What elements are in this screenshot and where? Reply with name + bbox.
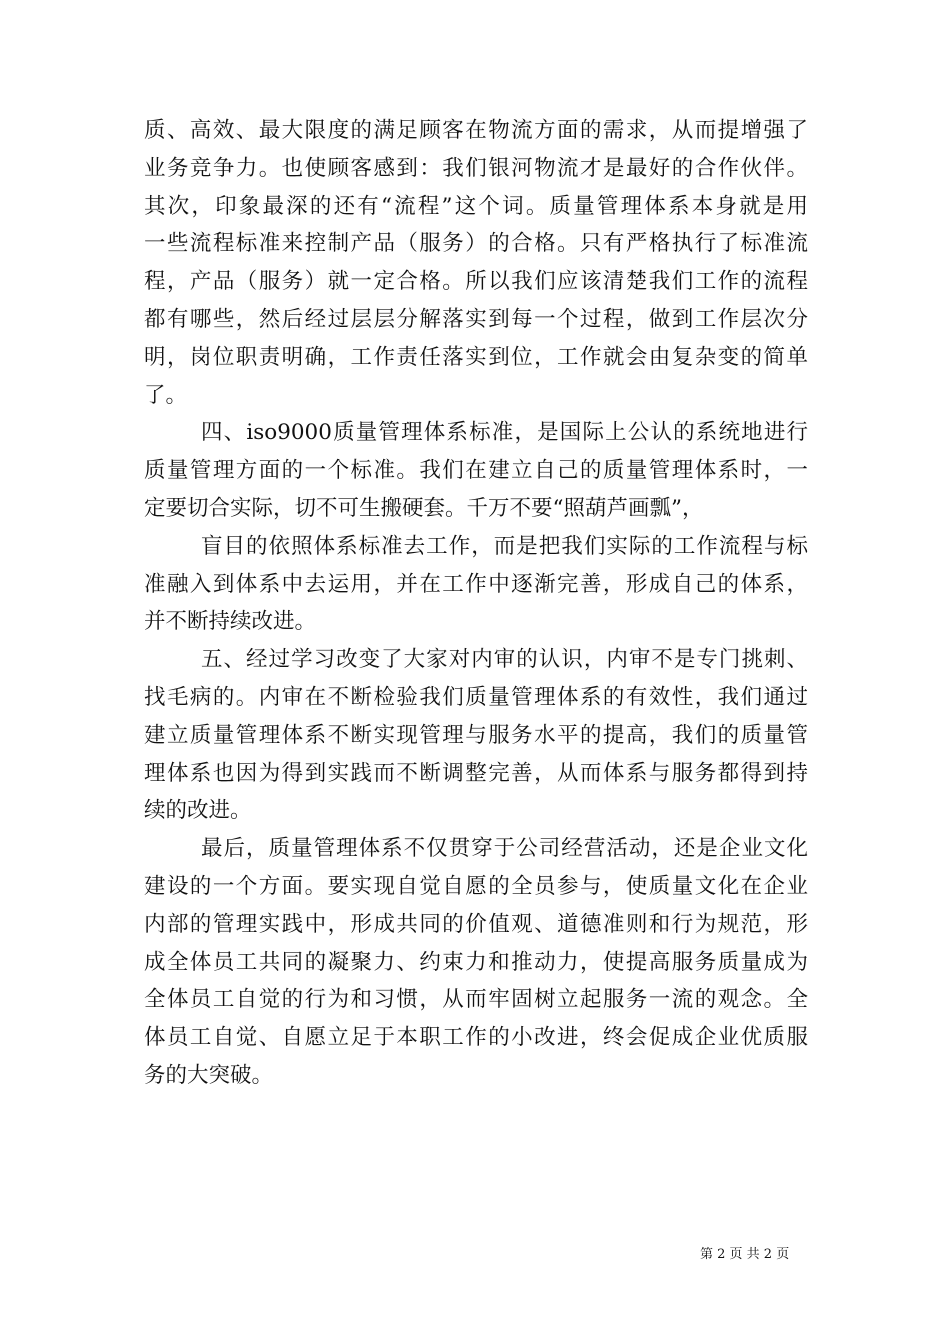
paragraph-start-line: 四、iso9000质量管理体系标准，是国际上公认的系统地进行: [201, 420, 808, 446]
text-line: 一些流程标准来控制产品（服务）的合格。只有严格执行了标准流: [144, 231, 808, 257]
text-line: 找毛病的。内审在不断检验我们质量管理体系的有效性，我们通过: [144, 684, 808, 710]
text-line: 全体员工自觉的行为和习惯，从而牢固树立起服务一流的观念。全: [144, 987, 808, 1013]
text-line: 了。: [144, 382, 188, 408]
text-line: 成全体员工共同的凝聚力、约束力和推动力，使提高服务质量成为: [144, 949, 808, 975]
text-line: 建设的一个方面。要实现自觉自愿的全员参与，使质量文化在企业: [144, 873, 808, 899]
text-line: 准融入到体系中去运用，并在工作中逐渐完善，形成自己的体系，: [144, 571, 808, 597]
paragraph-start-line: 五、经过学习改变了大家对内审的认识，内审不是专门挑刺、: [201, 647, 808, 673]
text-line: 内部的管理实践中，形成共同的价值观、道德准则和行为规范，形: [144, 911, 808, 937]
text-line: 续的改进。: [144, 798, 252, 824]
page-number-footer: 第 2 页 共 2 页: [700, 1247, 790, 1262]
text-line: 定要切合实际，切不可生搬硬套。千万不要“照葫芦画瓢”，: [144, 495, 704, 521]
text-line: 明，岗位职责明确，工作责任落实到位，工作就会由复杂变的简单: [144, 344, 808, 370]
text-line: 质量管理方面的一个标准。我们在建立自己的质量管理体系时，一: [144, 458, 808, 484]
text-line: 程，产品（服务）就一定合格。所以我们应该清楚我们工作的流程: [144, 269, 808, 295]
text-line: 业务竞争力。也使顾客感到：我们银河物流才是最好的合作伙伴。: [144, 155, 808, 181]
text-line: 都有哪些，然后经过层层分解落实到每一个过程，做到工作层次分: [144, 306, 808, 332]
document-body: [144, 112, 808, 1095]
text-line: 并不断持续改进。: [144, 609, 317, 635]
text-line: 务的大突破。: [144, 1062, 274, 1088]
text-line: 建立质量管理体系不断实现管理与服务水平的提高，我们的质量管: [144, 722, 808, 748]
paragraph-start-line: 盲目的依照体系标准去工作，而是把我们实际的工作流程与标: [201, 533, 808, 559]
text-line: 理体系也因为得到实践而不断调整完善，从而体系与服务都得到持: [144, 760, 808, 786]
text-line: 其次，印象最深的还有“流程”这个词。质量管理体系本身就是用: [144, 193, 808, 219]
text-line: 体员工自觉、自愿立足于本职工作的小改进，终会促成企业优质服: [144, 1025, 808, 1051]
paragraph-start-line: 最后，质量管理体系不仅贯穿于公司经营活动，还是企业文化: [201, 836, 808, 862]
text-line: 质、高效、最大限度的满足顾客在物流方面的需求，从而提增强了: [144, 118, 808, 143]
